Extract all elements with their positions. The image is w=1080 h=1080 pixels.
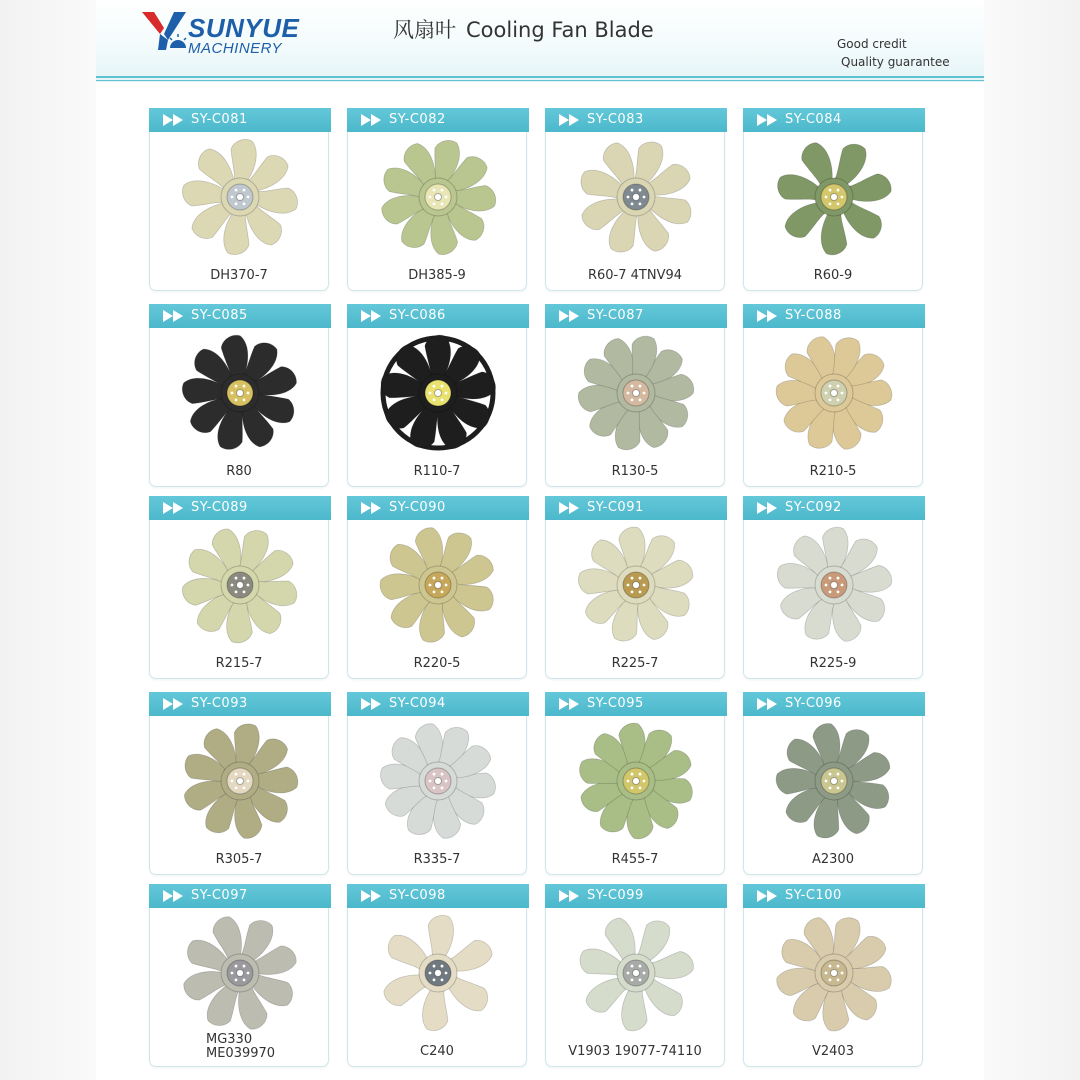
- product-card: [743, 692, 923, 875]
- product-code: SY-C081: [191, 112, 248, 127]
- fast-forward-icon: [361, 502, 383, 514]
- slogan-quality: Quality guarantee: [841, 55, 950, 69]
- fan-blade-image: [378, 721, 498, 841]
- fast-forward-icon: [361, 114, 383, 126]
- product-card: [545, 108, 725, 291]
- fan-blade-image: [180, 525, 300, 645]
- fan-blade-image: [180, 721, 300, 841]
- product-code-tab: [743, 692, 925, 716]
- product-code-tab: [743, 108, 925, 132]
- fast-forward-icon: [361, 310, 383, 322]
- fan-blade-image: [576, 137, 696, 257]
- page-title: [393, 14, 654, 44]
- product-code: SY-C097: [191, 888, 248, 903]
- product-code: SY-C089: [191, 500, 248, 515]
- product-code-tab: [347, 884, 529, 908]
- product-code: SY-C085: [191, 308, 248, 323]
- fan-blade-image: [180, 913, 300, 1033]
- fan-blade-image: [774, 137, 894, 257]
- fan-blade-image: [180, 137, 300, 257]
- product-card: [545, 884, 725, 1067]
- fast-forward-icon: [163, 698, 185, 710]
- fan-blade-image: [576, 525, 696, 645]
- fast-forward-icon: [361, 890, 383, 902]
- product-model: V2403: [812, 1044, 854, 1059]
- product-code-tab: [545, 496, 727, 520]
- product-code: SY-C090: [389, 500, 446, 515]
- product-code-tab: [149, 884, 331, 908]
- product-code-tab: [347, 304, 529, 328]
- product-model: R455-7: [611, 852, 659, 867]
- fan-blade-image: [774, 913, 894, 1033]
- product-card: [347, 108, 527, 291]
- product-code-tab: [347, 108, 529, 132]
- product-code: SY-C083: [587, 112, 644, 127]
- product-model: R305-7: [215, 852, 263, 867]
- product-code: SY-C094: [389, 696, 446, 711]
- header-divider-thin: [96, 80, 984, 81]
- fan-blade-image: [180, 333, 300, 453]
- product-card: [149, 692, 329, 875]
- product-card: [743, 496, 923, 679]
- product-code-tab: [545, 884, 727, 908]
- product-code: SY-C098: [389, 888, 446, 903]
- fan-blade-image: [774, 525, 894, 645]
- header-divider: [96, 76, 984, 78]
- product-model: C240: [420, 1044, 454, 1059]
- fast-forward-icon: [559, 310, 581, 322]
- product-card: [743, 108, 923, 291]
- product-model: R110-7: [413, 464, 461, 479]
- fast-forward-icon: [163, 502, 185, 514]
- fast-forward-icon: [163, 114, 185, 126]
- product-card: [545, 692, 725, 875]
- product-code-tab: [743, 304, 925, 328]
- fast-forward-icon: [757, 890, 779, 902]
- product-card: [149, 304, 329, 487]
- product-model: A2300: [812, 852, 854, 867]
- product-card: [149, 108, 329, 291]
- product-model: R60-7 4TNV94: [587, 268, 683, 283]
- product-card: [149, 884, 329, 1067]
- product-code: SY-C091: [587, 500, 644, 515]
- product-code: SY-C100: [785, 888, 842, 903]
- company-logo: [140, 10, 310, 60]
- product-code: SY-C099: [587, 888, 644, 903]
- fan-blade-image: [774, 333, 894, 453]
- product-card: [743, 884, 923, 1067]
- product-card: [149, 496, 329, 679]
- fast-forward-icon: [361, 698, 383, 710]
- fast-forward-icon: [559, 114, 581, 126]
- fan-blade-image: [576, 333, 696, 453]
- product-code-tab: [743, 496, 925, 520]
- product-card: [743, 304, 923, 487]
- product-model-alt: ME039970: [206, 1046, 276, 1061]
- product-model: V1903 19077-74110: [568, 1044, 702, 1059]
- product-model: R210-5: [809, 464, 857, 479]
- fan-blade-image: [576, 721, 696, 841]
- product-code: SY-C082: [389, 112, 446, 127]
- page-title-english: Cooling Fan Blade: [466, 18, 654, 42]
- product-card: [347, 496, 527, 679]
- product-model: MG330: [206, 1032, 253, 1047]
- product-model: R335-7: [413, 852, 461, 867]
- product-card: [347, 304, 527, 487]
- product-code: SY-C088: [785, 308, 842, 323]
- logo-subtitle: MACHINERY: [188, 40, 282, 57]
- logo-mark-icon: [140, 10, 188, 54]
- product-code: SY-C084: [785, 112, 842, 127]
- product-model: DH385-9: [408, 268, 466, 283]
- page-title-chinese: 风扇叶: [393, 18, 456, 42]
- left-margin: [0, 0, 96, 1080]
- product-model: R220-5: [413, 656, 461, 671]
- product-code-tab: [149, 692, 331, 716]
- product-code-tab: [149, 304, 331, 328]
- fast-forward-icon: [757, 698, 779, 710]
- fast-forward-icon: [163, 890, 185, 902]
- product-model: R215-7: [215, 656, 263, 671]
- logo-name: SUNYUE: [188, 13, 300, 43]
- fan-blade-image: [378, 333, 498, 453]
- product-code-tab: [149, 496, 331, 520]
- product-model: R130-5: [611, 464, 659, 479]
- fast-forward-icon: [757, 114, 779, 126]
- right-margin: [984, 0, 1080, 1080]
- product-model: DH370-7: [210, 268, 268, 283]
- product-code-tab: [545, 304, 727, 328]
- product-code: SY-C093: [191, 696, 248, 711]
- fast-forward-icon: [559, 890, 581, 902]
- product-code: SY-C096: [785, 696, 842, 711]
- product-model: R80: [226, 464, 252, 479]
- fast-forward-icon: [559, 698, 581, 710]
- fan-blade-image: [378, 525, 498, 645]
- product-card: [347, 692, 527, 875]
- product-code: SY-C092: [785, 500, 842, 515]
- product-code-tab: [149, 108, 331, 132]
- product-model: R225-7: [611, 656, 659, 671]
- fan-blade-image: [378, 913, 498, 1033]
- product-code: SY-C086: [389, 308, 446, 323]
- fan-blade-image: [576, 913, 696, 1033]
- product-card: [347, 884, 527, 1067]
- fast-forward-icon: [559, 502, 581, 514]
- product-code-tab: [743, 884, 925, 908]
- fast-forward-icon: [163, 310, 185, 322]
- product-model: R60-9: [813, 268, 853, 283]
- fan-blade-image: [774, 721, 894, 841]
- product-code: SY-C087: [587, 308, 644, 323]
- product-code-tab: [545, 108, 727, 132]
- product-card: [545, 304, 725, 487]
- fast-forward-icon: [757, 502, 779, 514]
- product-card: [545, 496, 725, 679]
- fast-forward-icon: [757, 310, 779, 322]
- slogan-good-credit: Good credit: [837, 37, 907, 51]
- product-code: SY-C095: [587, 696, 644, 711]
- product-code-tab: [347, 496, 529, 520]
- product-code-tab: [347, 692, 529, 716]
- product-model: R225-9: [809, 656, 857, 671]
- fan-blade-image: [378, 137, 498, 257]
- product-code-tab: [545, 692, 727, 716]
